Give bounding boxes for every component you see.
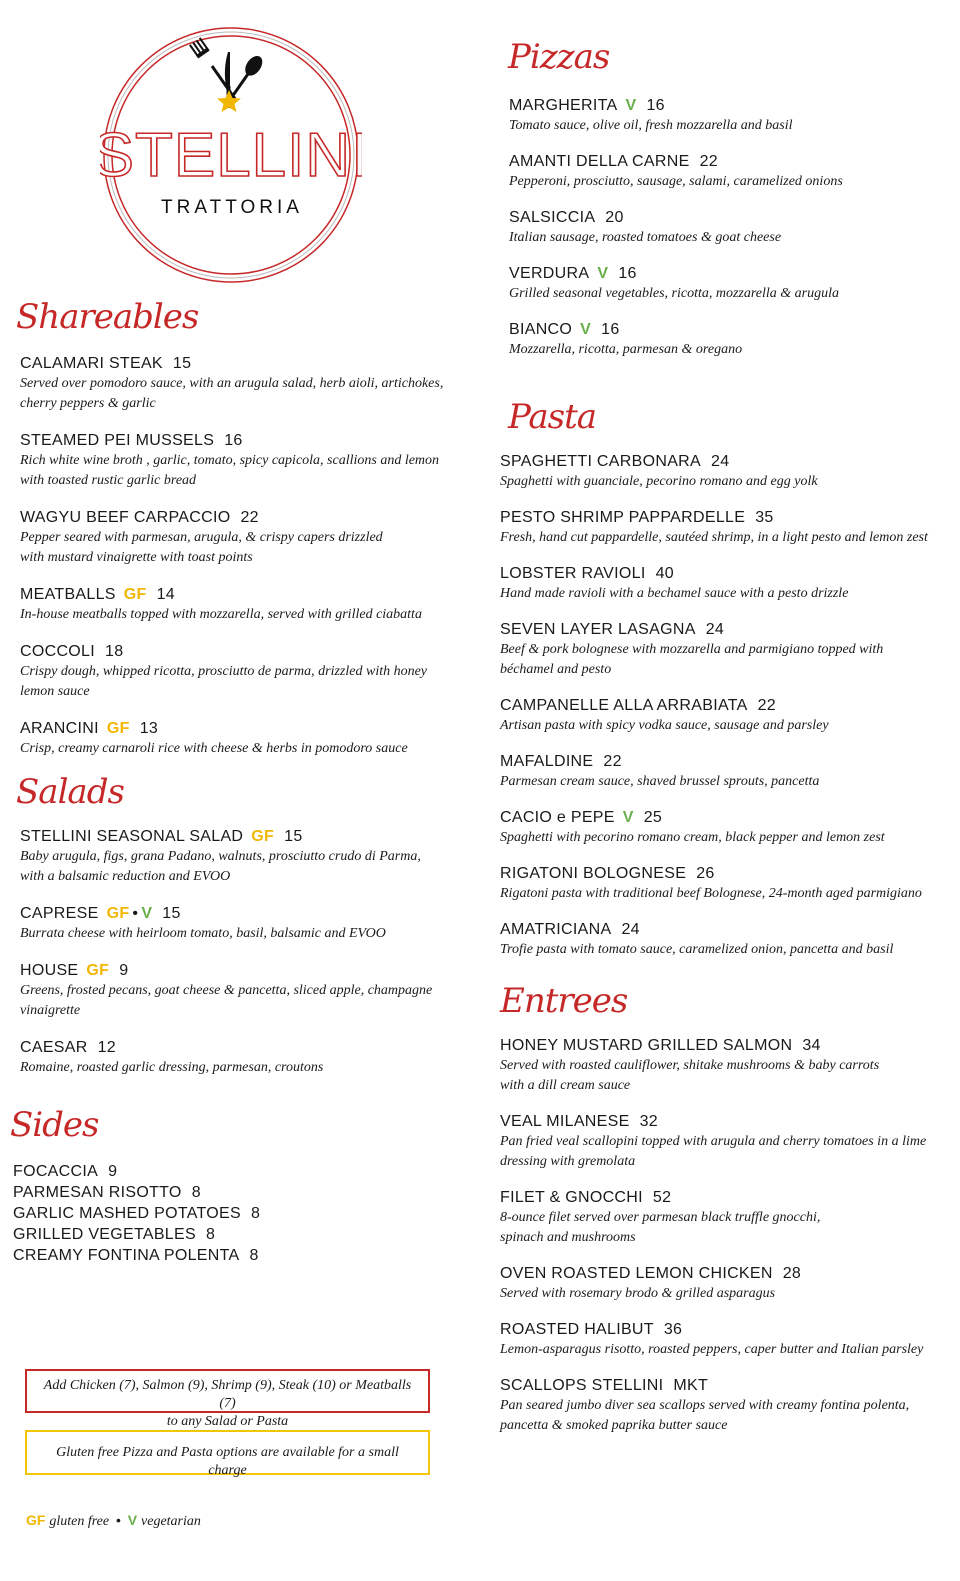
- menu-item-title: [20, 431, 460, 451]
- item-name: CREAMY FONTINA POLENTA: [13, 1247, 240, 1264]
- menu-item: [500, 1036, 950, 1096]
- item-name: CAMPANELLE ALLA ARRABIATA: [500, 697, 748, 714]
- item-price: 22: [240, 509, 259, 526]
- legend-separator: •: [115, 1512, 121, 1528]
- item-price: 16: [618, 265, 637, 282]
- legend-gf-tag: GF: [26, 1512, 46, 1528]
- menu-item: [20, 904, 460, 944]
- item-description: Italian sausage, roasted tomatoes & goat cheese: [509, 230, 782, 245]
- pasta-list: [500, 452, 950, 960]
- item-price: 24: [711, 453, 730, 470]
- menu-item-title: [20, 827, 460, 847]
- item-price: 14: [156, 586, 176, 603]
- menu-item-title: [20, 508, 460, 528]
- menu-item-title: [500, 1036, 950, 1056]
- menu-item: [13, 1225, 460, 1245]
- item-name: COCCOLI: [20, 643, 95, 660]
- item-description: vinaigrette: [20, 1003, 81, 1018]
- item-name: OVEN ROASTED LEMON CHICKEN: [500, 1265, 773, 1282]
- item-price: 13: [139, 720, 159, 737]
- item-description: Artisan pasta with spicy vodka sauce, sausage and parsley: [500, 718, 829, 733]
- legend-gf-label: gluten free: [49, 1514, 110, 1529]
- item-name: MEATBALLS: [20, 586, 116, 603]
- item-price: 8: [205, 1226, 216, 1243]
- salads-list: [20, 827, 460, 1078]
- item-name: SPAGHETTI CARBONARA: [500, 453, 701, 470]
- item-description: lemon sauce: [20, 684, 90, 699]
- menu-right-column: [500, 37, 950, 1436]
- menu-item-title: [500, 1112, 950, 1132]
- item-price: 22: [757, 697, 777, 714]
- item-price: 40: [655, 565, 674, 582]
- menu-item-title: [500, 864, 950, 884]
- item-description: Pepperoni, prosciutto, sausage, salami, caramelized onions: [509, 174, 843, 189]
- menu-item: [500, 696, 950, 736]
- item-description: Pan fried veal scallopini topped with arugula and cherry tomatoes in a lime: [500, 1134, 927, 1149]
- menu-item-title: [509, 152, 950, 172]
- menu-item-title: [509, 208, 950, 228]
- section-title-pizzas: Pizzas: [508, 37, 610, 77]
- item-name: AMANTI DELLA CARNE: [509, 153, 690, 170]
- menu-item-title: [509, 264, 950, 284]
- item-name: FOCACCIA: [13, 1163, 99, 1180]
- menu-item: [509, 152, 950, 192]
- item-description: Pepper seared with parmesan, arugula, & crispy capers drizzled: [20, 530, 383, 545]
- gluten-free-tag: GF: [106, 905, 130, 922]
- menu-item: [500, 1376, 950, 1436]
- item-name: PARMESAN RISOTTO: [13, 1184, 182, 1201]
- menu-item: [500, 752, 950, 792]
- menu-item: [13, 1204, 460, 1224]
- menu-left-column: [10, 297, 460, 1266]
- dietary-legend: [26, 1512, 201, 1530]
- item-price: 32: [639, 1113, 658, 1130]
- item-description: dressing with gremolata: [500, 1154, 636, 1169]
- item-name: CAESAR: [20, 1039, 88, 1056]
- section-title-salads: Salads: [16, 772, 124, 812]
- menu-item-title: [20, 1038, 460, 1058]
- menu-item-title: [20, 719, 460, 739]
- legend-v-label: vegetarian: [141, 1514, 201, 1529]
- item-name: BIANCO: [509, 321, 573, 338]
- menu-item-title: [500, 564, 950, 584]
- menu-item-title: [509, 96, 950, 116]
- gluten-free-tag: GF: [86, 962, 110, 979]
- item-description: Spaghetti with pecorino romano cream, black pepper and lemon zest: [500, 830, 885, 845]
- item-price: 25: [643, 809, 663, 826]
- menu-item-title: [500, 508, 950, 528]
- gluten-free-note: Gluten free Pizza and Pasta options are available for a small charge: [25, 1430, 430, 1475]
- menu-item: [13, 1183, 460, 1203]
- menu-item-title: [500, 1188, 950, 1208]
- menu-item: [20, 827, 460, 887]
- legend-v-tag: V: [127, 1512, 138, 1528]
- menu-item-title: [20, 585, 460, 605]
- menu-item: [500, 808, 950, 848]
- item-price: 8: [191, 1184, 201, 1201]
- item-description: Crispy dough, whipped ricotta, prosciutto de parma, drizzled with honey: [20, 664, 428, 679]
- item-description: cherry peppers & garlic: [20, 396, 156, 411]
- menu-item: [20, 508, 460, 568]
- item-price: 15: [284, 828, 303, 845]
- menu-item-title: [20, 642, 460, 662]
- item-name: PESTO SHRIMP PAPPARDELLE: [500, 509, 746, 526]
- addons-note: [25, 1369, 430, 1429]
- item-price: 22: [603, 753, 622, 770]
- item-description: Baby arugula, figs, grana Padano, walnuts, prosciutto crudo di Parma,: [20, 849, 421, 864]
- menu-item: [500, 564, 950, 604]
- pizzas-list: [509, 96, 950, 360]
- item-name: STELLINI SEASONAL SALAD: [20, 828, 244, 845]
- item-description: Grilled seasonal vegetables, ricotta, mozzarella & arugula: [509, 286, 840, 301]
- item-price: 16: [646, 97, 665, 114]
- item-description: 8-ounce filet served over parmesan black truffle gnocchi,: [500, 1210, 821, 1225]
- item-description: Mozzarella, ricotta, parmesan & oregano: [509, 342, 743, 357]
- vegetarian-tag: V: [622, 809, 634, 826]
- logo-subtitle: TRATTORIA: [161, 197, 303, 218]
- addons-note-line: to any Salad or Pasta: [166, 1414, 289, 1429]
- item-description: Romaine, roasted garlic dressing, parmesan, croutons: [20, 1060, 324, 1075]
- sides-list: [13, 1162, 460, 1266]
- section-title-shareables: Shareables: [16, 297, 199, 337]
- menu-item: [20, 354, 460, 414]
- menu-item: [500, 1264, 950, 1304]
- item-price: 8: [250, 1205, 261, 1222]
- item-name: CACIO e PEPE: [500, 809, 615, 826]
- item-description: Served with roasted cauliflower, shitake mushrooms & baby carrots: [500, 1058, 880, 1073]
- item-name: SCALLOPS STELLINI: [500, 1377, 664, 1394]
- section-title-entrees: Entrees: [500, 981, 628, 1021]
- item-description: Hand made ravioli with a bechamel sauce with a pesto drizzle: [500, 586, 849, 601]
- item-description: Spaghetti with guanciale, pecorino romano and egg yolk: [500, 474, 818, 489]
- addons-note-line: Add Chicken (7), Salmon (9), Shrimp (9), Steak (10) or Meatballs (7): [43, 1378, 412, 1411]
- menu-item: [20, 431, 460, 491]
- menu-item: [13, 1162, 460, 1182]
- menu-item-title: [20, 904, 460, 924]
- menu-item-title: [500, 696, 950, 716]
- item-price: 15: [162, 905, 181, 922]
- item-description: Rich white wine broth , garlic, tomato, spicy capicola, scallions and lemon: [20, 453, 440, 468]
- shareables-list: [20, 354, 460, 759]
- item-description: Parmesan cream sauce, shaved brussel sprouts, pancetta: [500, 774, 820, 789]
- item-price: 28: [782, 1265, 802, 1282]
- item-description: with a dill cream sauce: [500, 1078, 631, 1093]
- item-description: Crisp, creamy carnaroli rice with cheese & herbs in pomodoro sauce: [20, 741, 408, 756]
- menu-item-title: [13, 1183, 460, 1203]
- menu-item: [500, 920, 950, 960]
- item-name: SEVEN LAYER LASAGNA: [500, 621, 696, 638]
- item-description: Trofie pasta with tomato sauce, caramelized onion, pancetta and basil: [500, 942, 894, 957]
- item-description: béchamel and pesto: [500, 662, 612, 677]
- item-description: Rigatoni pasta with traditional beef Bolognese, 24-month aged parmigiano: [500, 886, 922, 901]
- menu-item: [500, 508, 950, 548]
- item-name: HONEY MUSTARD GRILLED SALMON: [500, 1037, 793, 1054]
- menu-item-title: [500, 920, 950, 940]
- menu-item-title: [500, 808, 950, 828]
- menu-item-title: [500, 752, 950, 772]
- restaurant-logo: [100, 24, 362, 286]
- item-name: ROASTED HALIBUT: [500, 1321, 654, 1338]
- item-price: 20: [605, 209, 624, 226]
- item-price: 26: [696, 865, 715, 882]
- item-price: 15: [172, 355, 192, 372]
- item-name: RIGATONI BOLOGNESE: [500, 865, 687, 882]
- item-description: Pan seared jumbo diver sea scallops served with creamy fontina polenta,: [500, 1398, 910, 1413]
- item-price: 24: [621, 921, 640, 938]
- menu-item-title: [500, 1264, 950, 1284]
- item-name: VERDURA: [509, 265, 590, 282]
- item-price: 24: [705, 621, 725, 638]
- vegetarian-tag: V: [580, 321, 592, 338]
- item-price: 9: [108, 1163, 118, 1180]
- menu-item: [509, 208, 950, 248]
- gluten-free-tag: GF: [106, 720, 130, 737]
- item-name: VEAL MILANESE: [500, 1113, 630, 1130]
- section-title-pasta: Pasta: [508, 397, 597, 437]
- logo-emblem: [100, 24, 362, 286]
- gluten-free-tag: GF: [251, 828, 275, 845]
- item-name: GARLIC MASHED POTATOES: [13, 1205, 241, 1222]
- vegetarian-tag: V: [597, 265, 609, 282]
- item-price: 12: [97, 1039, 117, 1056]
- menu-item: [509, 264, 950, 304]
- item-description: In-house meatballs topped with mozzarella, served with grilled ciabatta: [20, 607, 422, 622]
- item-price: 35: [755, 509, 774, 526]
- menu-item: [20, 585, 460, 625]
- item-description: Greens, frosted pecans, goat cheese & pancetta, sliced apple, champagne: [20, 983, 433, 998]
- menu-item-title: [500, 1320, 950, 1340]
- menu-item: [20, 1038, 460, 1078]
- vegetarian-tag: V: [625, 97, 637, 114]
- menu-item-title: [13, 1246, 460, 1266]
- item-name: STEAMED PEI MUSSELS: [20, 432, 215, 449]
- item-description: with a balsamic reduction and EVOO: [20, 869, 231, 884]
- menu-item: [500, 620, 950, 680]
- item-name: WAGYU BEEF CARPACCIO: [20, 509, 231, 526]
- menu-item-title: [13, 1204, 460, 1224]
- item-name: AMATRICIANA: [500, 921, 612, 938]
- item-name: FILET & GNOCCHI: [500, 1189, 643, 1206]
- item-name: CAPRESE: [20, 905, 99, 922]
- item-description: Served with rosemary brodo & grilled asparagus: [500, 1286, 776, 1301]
- item-description: Beef & pork bolognese with mozzarella and parmigiano topped with: [500, 642, 884, 657]
- menu-item: [20, 642, 460, 702]
- fork-knife-spoon-icon: [189, 37, 266, 112]
- section-title-sides: Sides: [10, 1105, 99, 1145]
- menu-item: [20, 719, 460, 759]
- item-price: 52: [652, 1189, 672, 1206]
- menu-item: [500, 864, 950, 904]
- item-price: MKT: [673, 1377, 709, 1394]
- menu-item: [500, 1188, 950, 1248]
- item-name: GRILLED VEGETABLES: [13, 1226, 196, 1243]
- menu-item: [509, 320, 950, 360]
- item-name: MAFALDINE: [500, 753, 594, 770]
- item-name: MARGHERITA: [509, 97, 618, 114]
- menu-item-title: [509, 320, 950, 340]
- item-name: ARANCINI: [20, 720, 99, 737]
- item-description: Burrata cheese with heirloom tomato, basil, balsamic and EVOO: [20, 926, 386, 941]
- item-description: Tomato sauce, olive oil, fresh mozzarella and basil: [509, 118, 793, 133]
- menu-item-title: [13, 1225, 460, 1245]
- item-description: spinach and mushrooms: [500, 1230, 636, 1245]
- item-price: 36: [663, 1321, 683, 1338]
- item-description: with mustard vinaigrette with toast points: [20, 550, 253, 565]
- item-price: 18: [105, 643, 124, 660]
- item-price: 22: [699, 153, 718, 170]
- item-price: 8: [249, 1247, 259, 1264]
- tag-separator: •: [132, 905, 139, 922]
- menu-item-title: [20, 961, 460, 981]
- item-price: 16: [224, 432, 243, 449]
- menu-item-title: [500, 452, 950, 472]
- vegetarian-tag: V: [141, 905, 153, 922]
- item-description: with toasted rustic garlic bread: [20, 473, 197, 488]
- menu-item: [500, 1112, 950, 1172]
- item-name: CALAMARI STEAK: [20, 355, 163, 372]
- item-description: Served over pomodoro sauce, with an arugula salad, herb aioli, artichokes,: [20, 376, 444, 391]
- item-price: 34: [802, 1037, 821, 1054]
- gluten-free-tag: GF: [123, 586, 147, 603]
- item-description: Fresh, hand cut pappardelle, sautéed shrimp, in a light pesto and lemon zest: [500, 530, 928, 545]
- menu-item-title: [500, 1376, 950, 1396]
- menu-item: [20, 961, 460, 1021]
- item-price: 9: [119, 962, 129, 979]
- entrees-list: [500, 1036, 950, 1436]
- item-description: Lemon-asparagus risotto, roasted peppers, caper butter and Italian parsley: [500, 1342, 924, 1357]
- menu-item: [13, 1246, 460, 1266]
- item-name: LOBSTER RAVIOLI: [500, 565, 646, 582]
- menu-item-title: [13, 1162, 460, 1182]
- menu-item: [509, 96, 950, 136]
- menu-item: [500, 1320, 950, 1360]
- menu-item-title: [20, 354, 460, 374]
- item-price: 16: [601, 321, 620, 338]
- menu-item: [500, 452, 950, 492]
- menu-item-title: [500, 620, 950, 640]
- item-name: SALSICCIA: [509, 209, 596, 226]
- logo-title: STELLINI: [100, 121, 362, 190]
- item-name: HOUSE: [20, 962, 79, 979]
- item-description: pancetta & smoked paprika butter sauce: [500, 1418, 728, 1433]
